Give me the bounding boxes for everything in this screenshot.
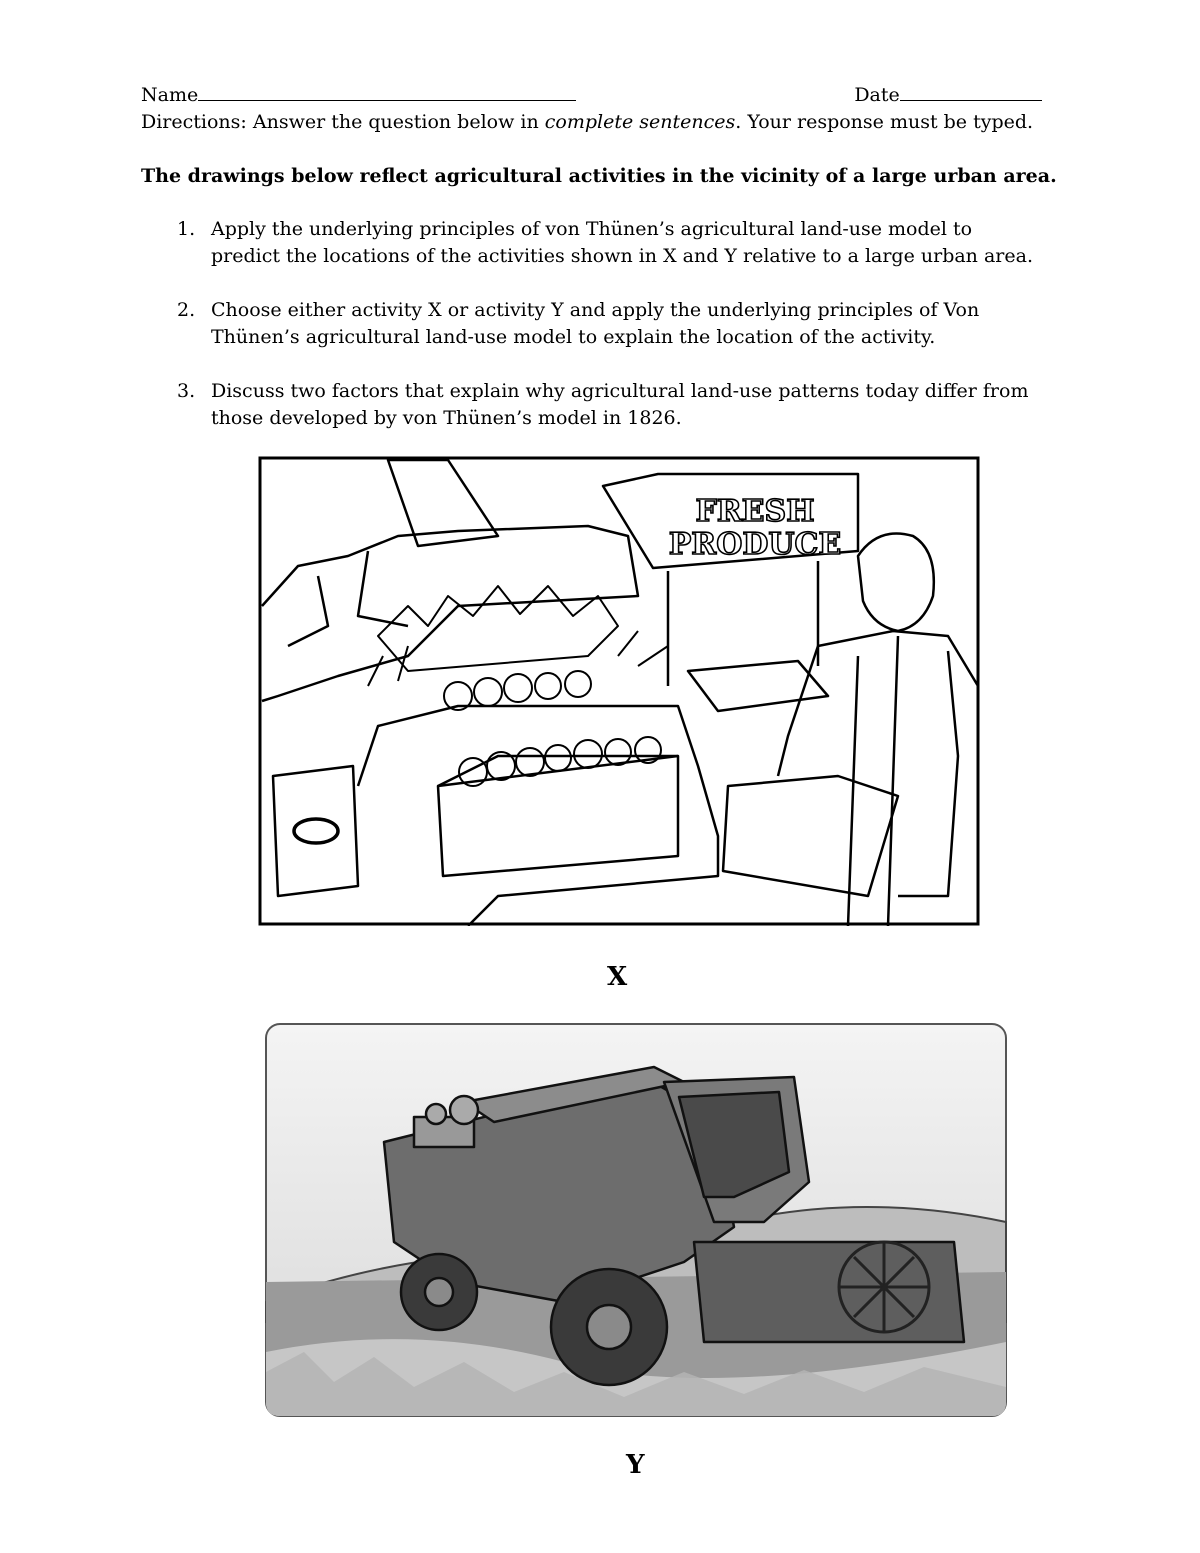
question-item bbox=[141, 216, 1041, 270]
directions-prefix: Directions: Answer the question below in bbox=[141, 111, 545, 133]
produce-stand-illustration bbox=[258, 456, 980, 926]
question-text: Apply the underlying principles of von Thünen’s agricultural land-use model to predict the locations of the activities shown in X and Y relative to a large urban area. bbox=[211, 218, 1033, 267]
question-item bbox=[141, 378, 1041, 432]
figure-x-label: X bbox=[607, 962, 628, 992]
question-number: 2. bbox=[177, 299, 196, 321]
name-date-line bbox=[141, 82, 1042, 107]
question-number: 3. bbox=[177, 380, 196, 402]
question-text: Choose either activity X or activity Y and apply the underlying principles of Von Thünen’s agricultural land-use model to explain the location of the activity. bbox=[211, 299, 980, 348]
name-label: Name bbox=[141, 84, 199, 106]
sign-line-produce: PRODUCE bbox=[668, 527, 842, 562]
figure-y-label: Y bbox=[626, 1450, 645, 1480]
date-label: Date bbox=[854, 84, 900, 106]
name-blank[interactable] bbox=[198, 82, 576, 101]
sign-line-fresh: FRESH bbox=[695, 494, 815, 529]
intro-statement: The drawings below reflect agricultural activities in the vicinity of a large urban area. bbox=[141, 165, 1057, 187]
question-number: 1. bbox=[177, 218, 196, 240]
question-list bbox=[141, 216, 1041, 459]
question-text: Discuss two factors that explain why agricultural land-use patterns today differ from those developed by von Thünen’s model in 1826. bbox=[211, 380, 1029, 429]
date-blank[interactable] bbox=[900, 82, 1042, 101]
combine-harvester-illustration bbox=[264, 1022, 1008, 1418]
directions-emphasis: complete sentences bbox=[544, 111, 736, 133]
directions bbox=[141, 110, 1033, 134]
question-item bbox=[141, 297, 1041, 351]
directions-suffix: . Your response must be typed. bbox=[735, 111, 1034, 133]
